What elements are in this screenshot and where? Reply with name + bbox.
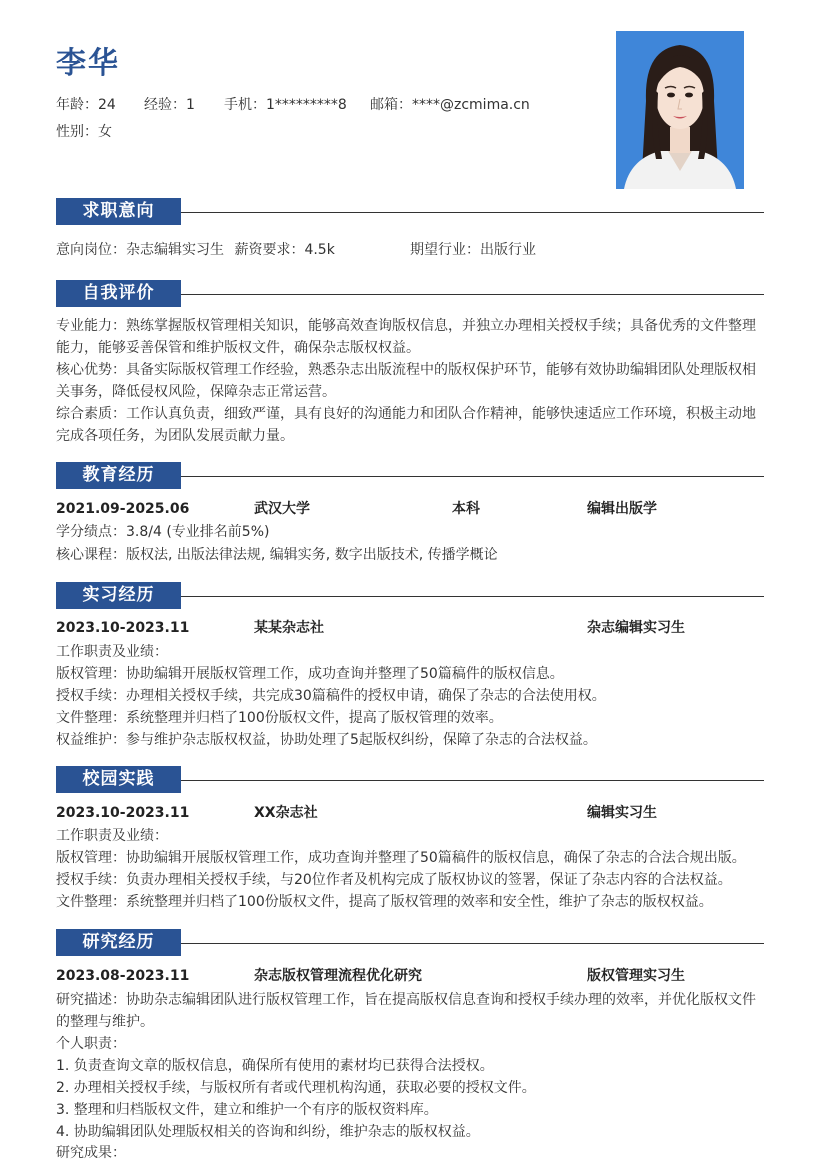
education-school: 武汉大学 xyxy=(254,501,310,517)
email: 邮箱：****@zcmima.cn xyxy=(370,97,530,113)
education-period: 2021.09-2025.06 xyxy=(56,501,190,517)
campus-line: 授权手续：负责办理相关授权手续，与20位作者及机构完成了版权协议的签署，保证了杂志内容的合法权益。 xyxy=(56,872,732,888)
research-line: 4. 协助编辑团队处理版权相关的咨询和纠纷，维护杂志的版权权益。 xyxy=(56,1124,480,1140)
education-major: 编辑出版学 xyxy=(587,501,657,517)
research-description: 研究描述：协助杂志编辑团队进行版权管理工作，旨在提高版权信息查询和授权手续办理的效率，并优化版权文件的整理与维护。 xyxy=(56,992,756,1030)
self-eval-item: 专业能力：熟练掌握版权管理相关知识，能够高效查询版权信息，并独立办理相关授权手续；具备优秀的文件整理能力，能够妥善保管和维护版权文件，确保杂志版权权益。 xyxy=(56,318,756,356)
internship-period: 2023.10-2023.11 xyxy=(56,620,190,636)
section-divider xyxy=(181,294,764,295)
section-header-self-eval xyxy=(56,280,764,307)
age: 年龄：24 xyxy=(56,97,116,113)
education-gpa: 学分绩点：3.8/4 (专业排名前5%) xyxy=(56,524,270,540)
internship-line: 工作职责及业绩： xyxy=(56,644,168,660)
campus-line: 版权管理：协助编辑开展版权管理工作，成功查询并整理了50篇稿件的版权信息，确保了杂志的合法合规出版。 xyxy=(56,850,746,866)
intent-salary: 薪资要求：4.5k xyxy=(234,242,335,258)
internship-row xyxy=(56,617,764,639)
gender-row xyxy=(56,121,112,141)
section-title: 研究经历 xyxy=(56,929,181,956)
intent-row xyxy=(56,239,766,261)
research-line: 个人职责： xyxy=(56,1036,126,1052)
internship-company: 某某杂志社 xyxy=(254,620,324,636)
campus-line: 工作职责及业绩： xyxy=(56,828,168,844)
internship-line: 权益维护：参与维护杂志版权权益，协助处理了5起版权纠纷，保障了杂志的合法权益。 xyxy=(56,732,597,748)
self-eval-item: 综合素质：工作认真负责，细致严谨，具有良好的沟通能力和团队合作精神，能够快速适应工作环境，积极主动地完成各项任务，为团队发展贡献力量。 xyxy=(56,406,756,444)
internship-line: 版权管理：协助编辑开展版权管理工作，成功查询并整理了50篇稿件的版权信息。 xyxy=(56,666,564,682)
research-line: 3. 整理和归档版权文件，建立和维护一个有序的版权资料库。 xyxy=(56,1102,438,1118)
internship-line: 授权手续：办理相关授权手续，共完成30篇稿件的授权申请，确保了杂志的合法使用权。 xyxy=(56,688,606,704)
section-title: 求职意向 xyxy=(56,198,181,225)
research-row xyxy=(56,965,764,987)
campus-row xyxy=(56,802,764,824)
research-period: 2023.08-2023.11 xyxy=(56,968,190,984)
section-header-internship xyxy=(56,582,764,609)
intent-industry: 期望行业：出版行业 xyxy=(410,242,536,258)
portrait-illustration xyxy=(616,31,744,189)
section-divider xyxy=(181,780,764,781)
section-divider xyxy=(181,212,764,213)
intent-position: 意向岗位：杂志编辑实习生 xyxy=(56,242,224,258)
section-header-education xyxy=(56,462,764,489)
research-line: 1. 负责查询文章的版权信息，确保所有使用的素材均已获得合法授权。 xyxy=(56,1058,494,1074)
basic-info-row xyxy=(56,94,530,114)
research-line: 2. 办理相关授权手续，与版权所有者或代理机构沟通，获取必要的授权文件。 xyxy=(56,1080,536,1096)
education-degree: 本科 xyxy=(452,501,480,517)
section-divider xyxy=(181,476,764,477)
research-role: 版权管理实习生 xyxy=(587,968,685,984)
section-title: 自我评价 xyxy=(56,280,181,307)
self-eval-item: 核心优势：具备实际版权管理工作经验，熟悉杂志出版流程中的版权保护环节，能够有效协助编辑团队处理版权相关事务，降低侵权风险，保障杂志正常运营。 xyxy=(56,362,756,400)
research-project: 杂志版权管理流程优化研究 xyxy=(254,968,422,984)
section-title: 实习经历 xyxy=(56,582,181,609)
internship-line: 文件整理：系统整理并归档了100份版权文件，提高了版权管理的效率。 xyxy=(56,710,503,726)
experience: 经验：1 xyxy=(144,97,195,113)
campus-line: 文件整理：系统整理并归档了100份版权文件，提高了版权管理的效率和安全性，维护了杂志的版权权益。 xyxy=(56,894,713,910)
section-divider xyxy=(181,943,764,944)
campus-period: 2023.10-2023.11 xyxy=(56,805,190,821)
internship-role: 杂志编辑实习生 xyxy=(587,620,685,636)
section-title: 校园实践 xyxy=(56,766,181,793)
section-header-intent xyxy=(56,198,764,225)
profile-photo xyxy=(616,31,744,189)
phone: 手机：1*********8 xyxy=(224,97,347,113)
research-line: 研究成果： xyxy=(56,1145,126,1160)
section-title: 教育经历 xyxy=(56,462,181,489)
education-row xyxy=(56,498,764,520)
section-divider xyxy=(181,596,764,597)
section-header-campus xyxy=(56,766,764,793)
gender: 性别：女 xyxy=(56,124,112,140)
section-header-research xyxy=(56,929,764,956)
candidate-name: 李华 xyxy=(56,46,120,81)
campus-role: 编辑实习生 xyxy=(587,805,657,821)
campus-org: XX杂志社 xyxy=(254,805,318,821)
education-courses: 核心课程：版权法, 出版法律法规, 编辑实务, 数字出版技术, 传播学概论 xyxy=(56,547,498,563)
